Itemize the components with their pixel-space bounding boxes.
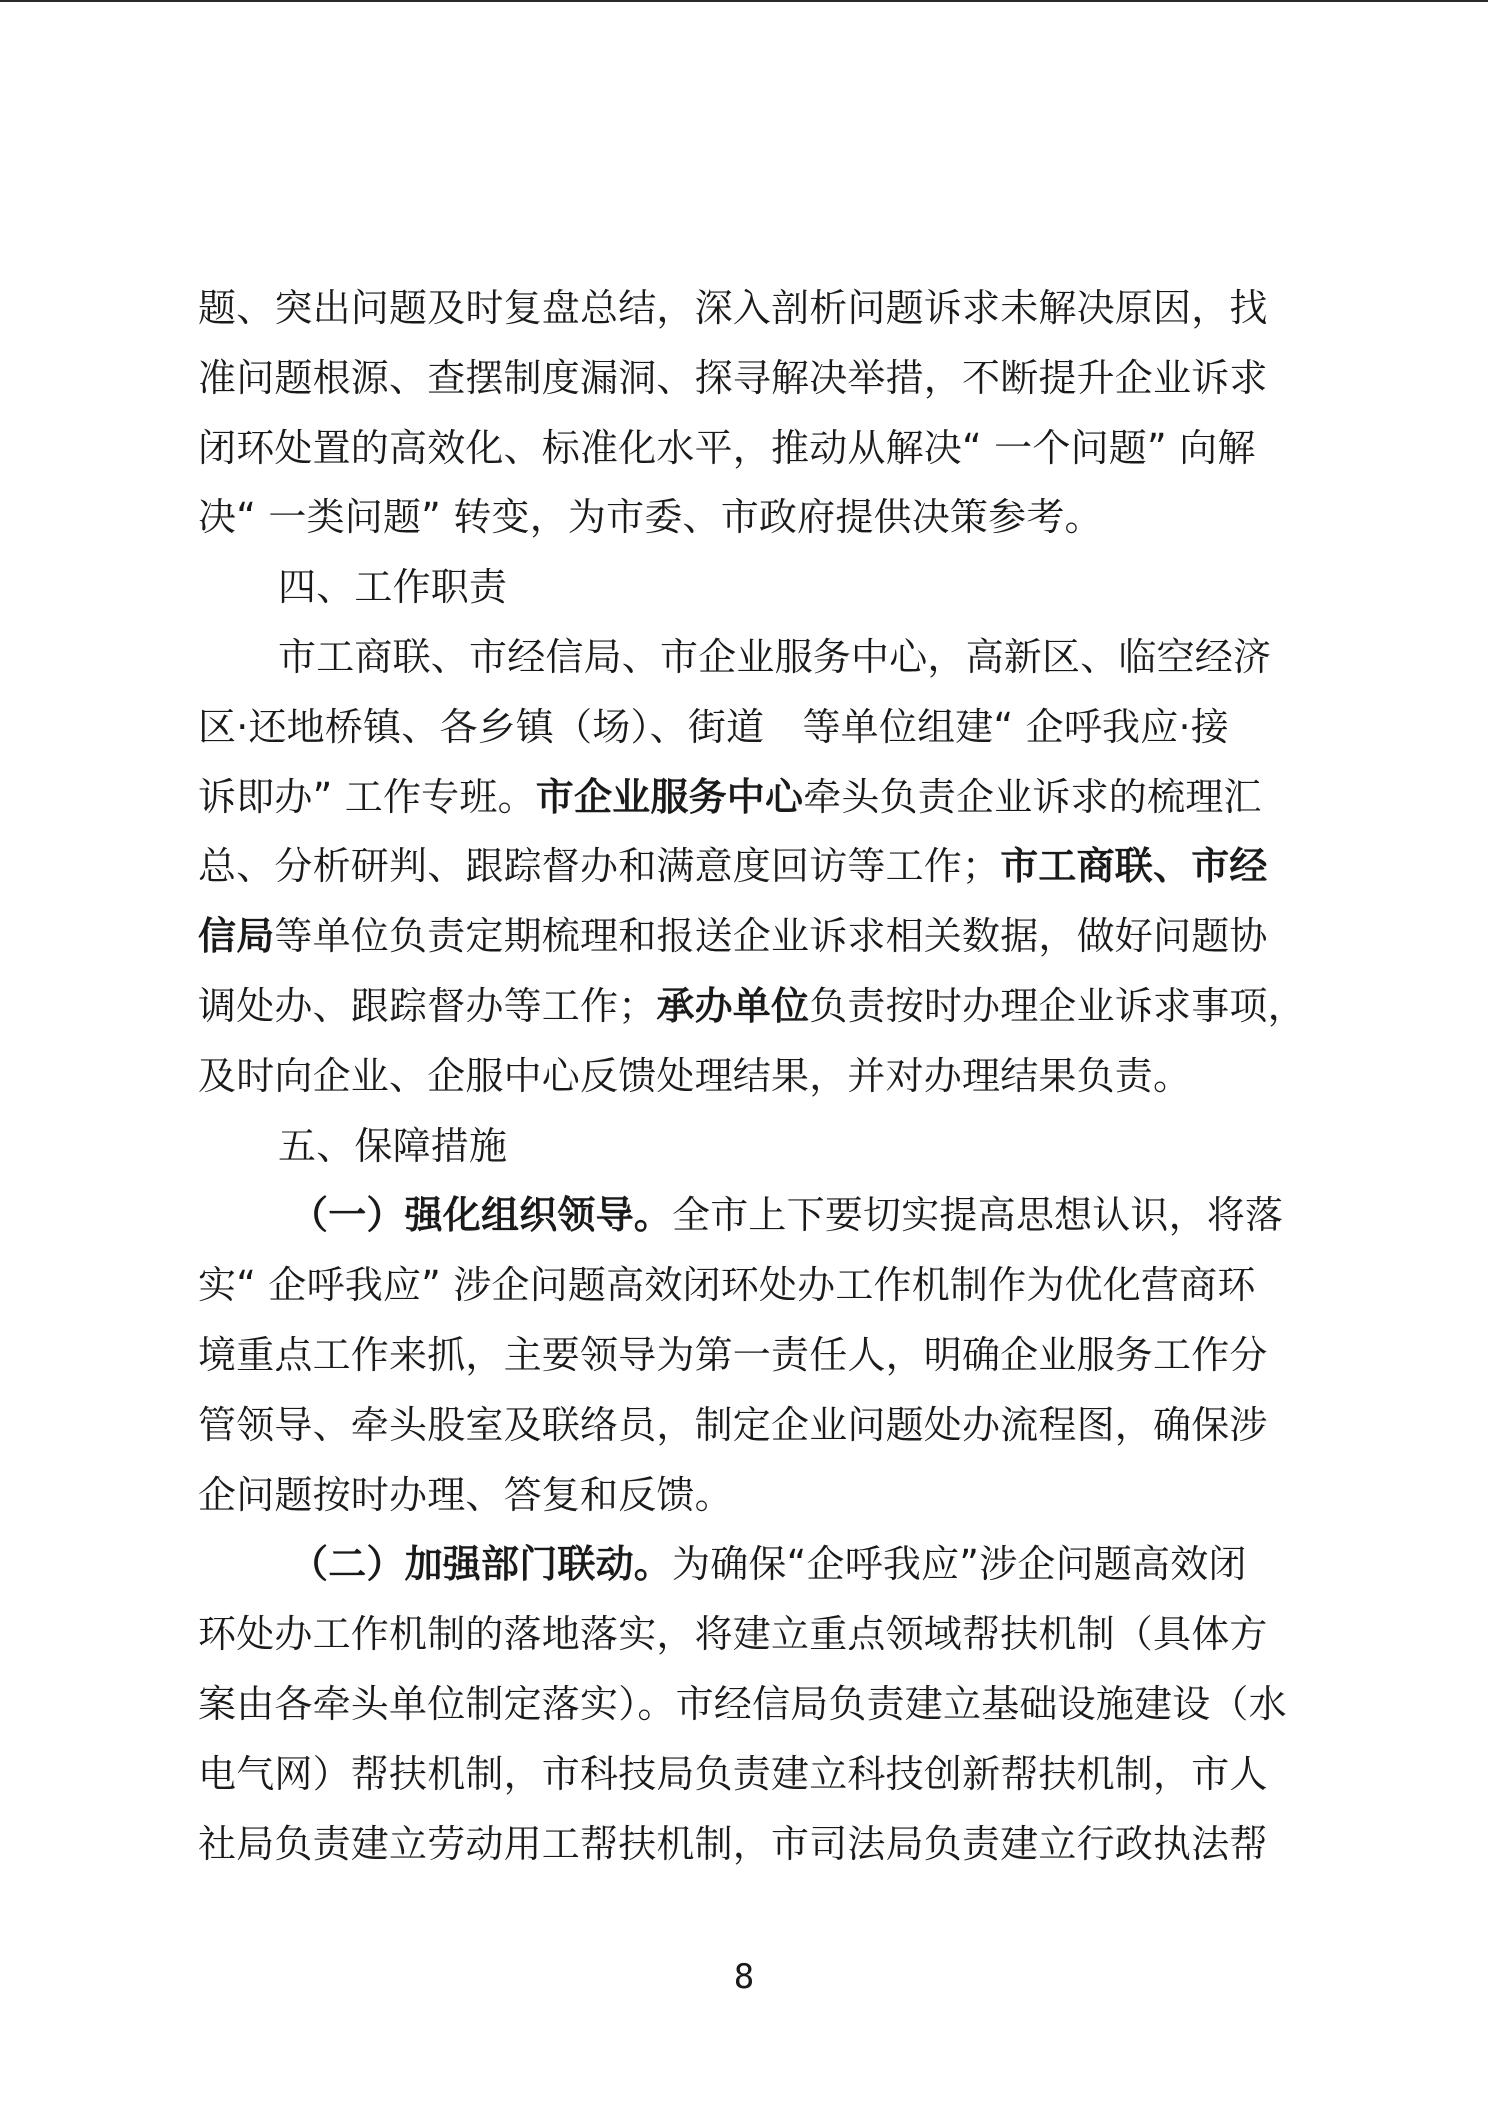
section-heading-duties: 四、工作职责 bbox=[278, 565, 508, 610]
text-run: 全市上下要切实提高思想认识，将落 bbox=[672, 1193, 1284, 1238]
paragraph-line: 环处办工作机制的落地落实，将建立重点领域帮扶机制（具体方 bbox=[198, 1612, 1268, 1657]
paragraph-line bbox=[198, 1181, 1304, 1251]
paragraph-line bbox=[198, 832, 1304, 902]
subsection-title: （二）加强部门联动。 bbox=[290, 1542, 673, 1587]
paragraph-line: 社局负责建立劳动用工帮扶机制，市司法局负责建立行政执法帮 bbox=[198, 1821, 1268, 1866]
bold-text-run: 市企业服务中心 bbox=[535, 774, 804, 819]
body-text bbox=[198, 274, 1304, 1879]
paragraph-line: 实“ 企呼我应” 涉企问题高效闭环处办工作机制作为优化营商环 bbox=[198, 1263, 1256, 1308]
paragraph-line bbox=[198, 902, 1304, 972]
paragraph-line: 电气网）帮扶机制，市科技局负责建立科技创新帮扶机制，市人 bbox=[198, 1751, 1268, 1796]
paragraph-line bbox=[198, 972, 1304, 1042]
paragraph-line: 闭环处置的高效化、标准化水平，推动从解决“ 一个问题” 向解 bbox=[198, 425, 1256, 470]
section-heading-safeguards: 五、保障措施 bbox=[278, 1123, 508, 1168]
bold-text-run: 承办单位 bbox=[656, 983, 810, 1028]
paragraph-line bbox=[198, 1530, 1304, 1600]
paragraph-line: 准问题根源、查摆制度漏洞、探寻解决举措，不断提升企业诉求 bbox=[198, 355, 1268, 400]
paragraph-line: 管领导、牵头股室及联络员，制定企业问题处办流程图，确保涉 bbox=[198, 1402, 1268, 1447]
text-run: 为确保“企呼我应”涉企问题高效闭 bbox=[672, 1542, 1247, 1587]
paragraph-line: 题、突出问题及时复盘总结，深入剖析问题诉求未解决原因，找 bbox=[198, 286, 1268, 330]
bold-text-run: 市工商联、市经 bbox=[1000, 844, 1268, 889]
text-run: 总、分析研判、跟踪督办和满意度回访等工作； bbox=[198, 844, 1001, 889]
page-number: 8 bbox=[733, 1957, 755, 1997]
subsection-title: （一）强化组织领导。 bbox=[290, 1193, 673, 1238]
text-run: 调处办、跟踪督办等工作； bbox=[198, 983, 657, 1028]
paragraph-line: 企问题按时办理、答复和反馈。 bbox=[198, 1472, 733, 1517]
text-run: 负责按时办理企业诉求事项， bbox=[809, 983, 1306, 1028]
text-run: 等单位负责定期梳理和报送企业诉求相关数据，做好问题协 bbox=[274, 914, 1268, 959]
paragraph-line: 案由各牵头单位制定落实）。市经信局负责建立基础设施建设（水 bbox=[198, 1681, 1287, 1726]
paragraph-line bbox=[198, 763, 1304, 833]
paragraph-line: 及时向企业、企服中心反馈处理结果，并对办理结果负责。 bbox=[198, 1053, 1192, 1098]
paragraph-line: 市工商联、市经信局、市企业服务中心，高新区、临空经济 bbox=[278, 634, 1272, 679]
paragraph-line: 区·还地桥镇、各乡镇（场）、街道 等单位组建“ 企呼我应·接 bbox=[198, 704, 1229, 749]
paragraph-line: 境重点工作来抓，主要领导为第一责任人，明确企业服务工作分 bbox=[198, 1332, 1268, 1377]
text-run: 诉即办” 工作专班。 bbox=[198, 774, 536, 819]
text-run: 牵头负责企业诉求的梳理汇 bbox=[803, 774, 1262, 819]
bold-text-run: 信局 bbox=[198, 914, 275, 959]
paragraph-line: 决“ 一类问题” 转变，为市委、市政府提供决策参考。 bbox=[198, 495, 1103, 540]
